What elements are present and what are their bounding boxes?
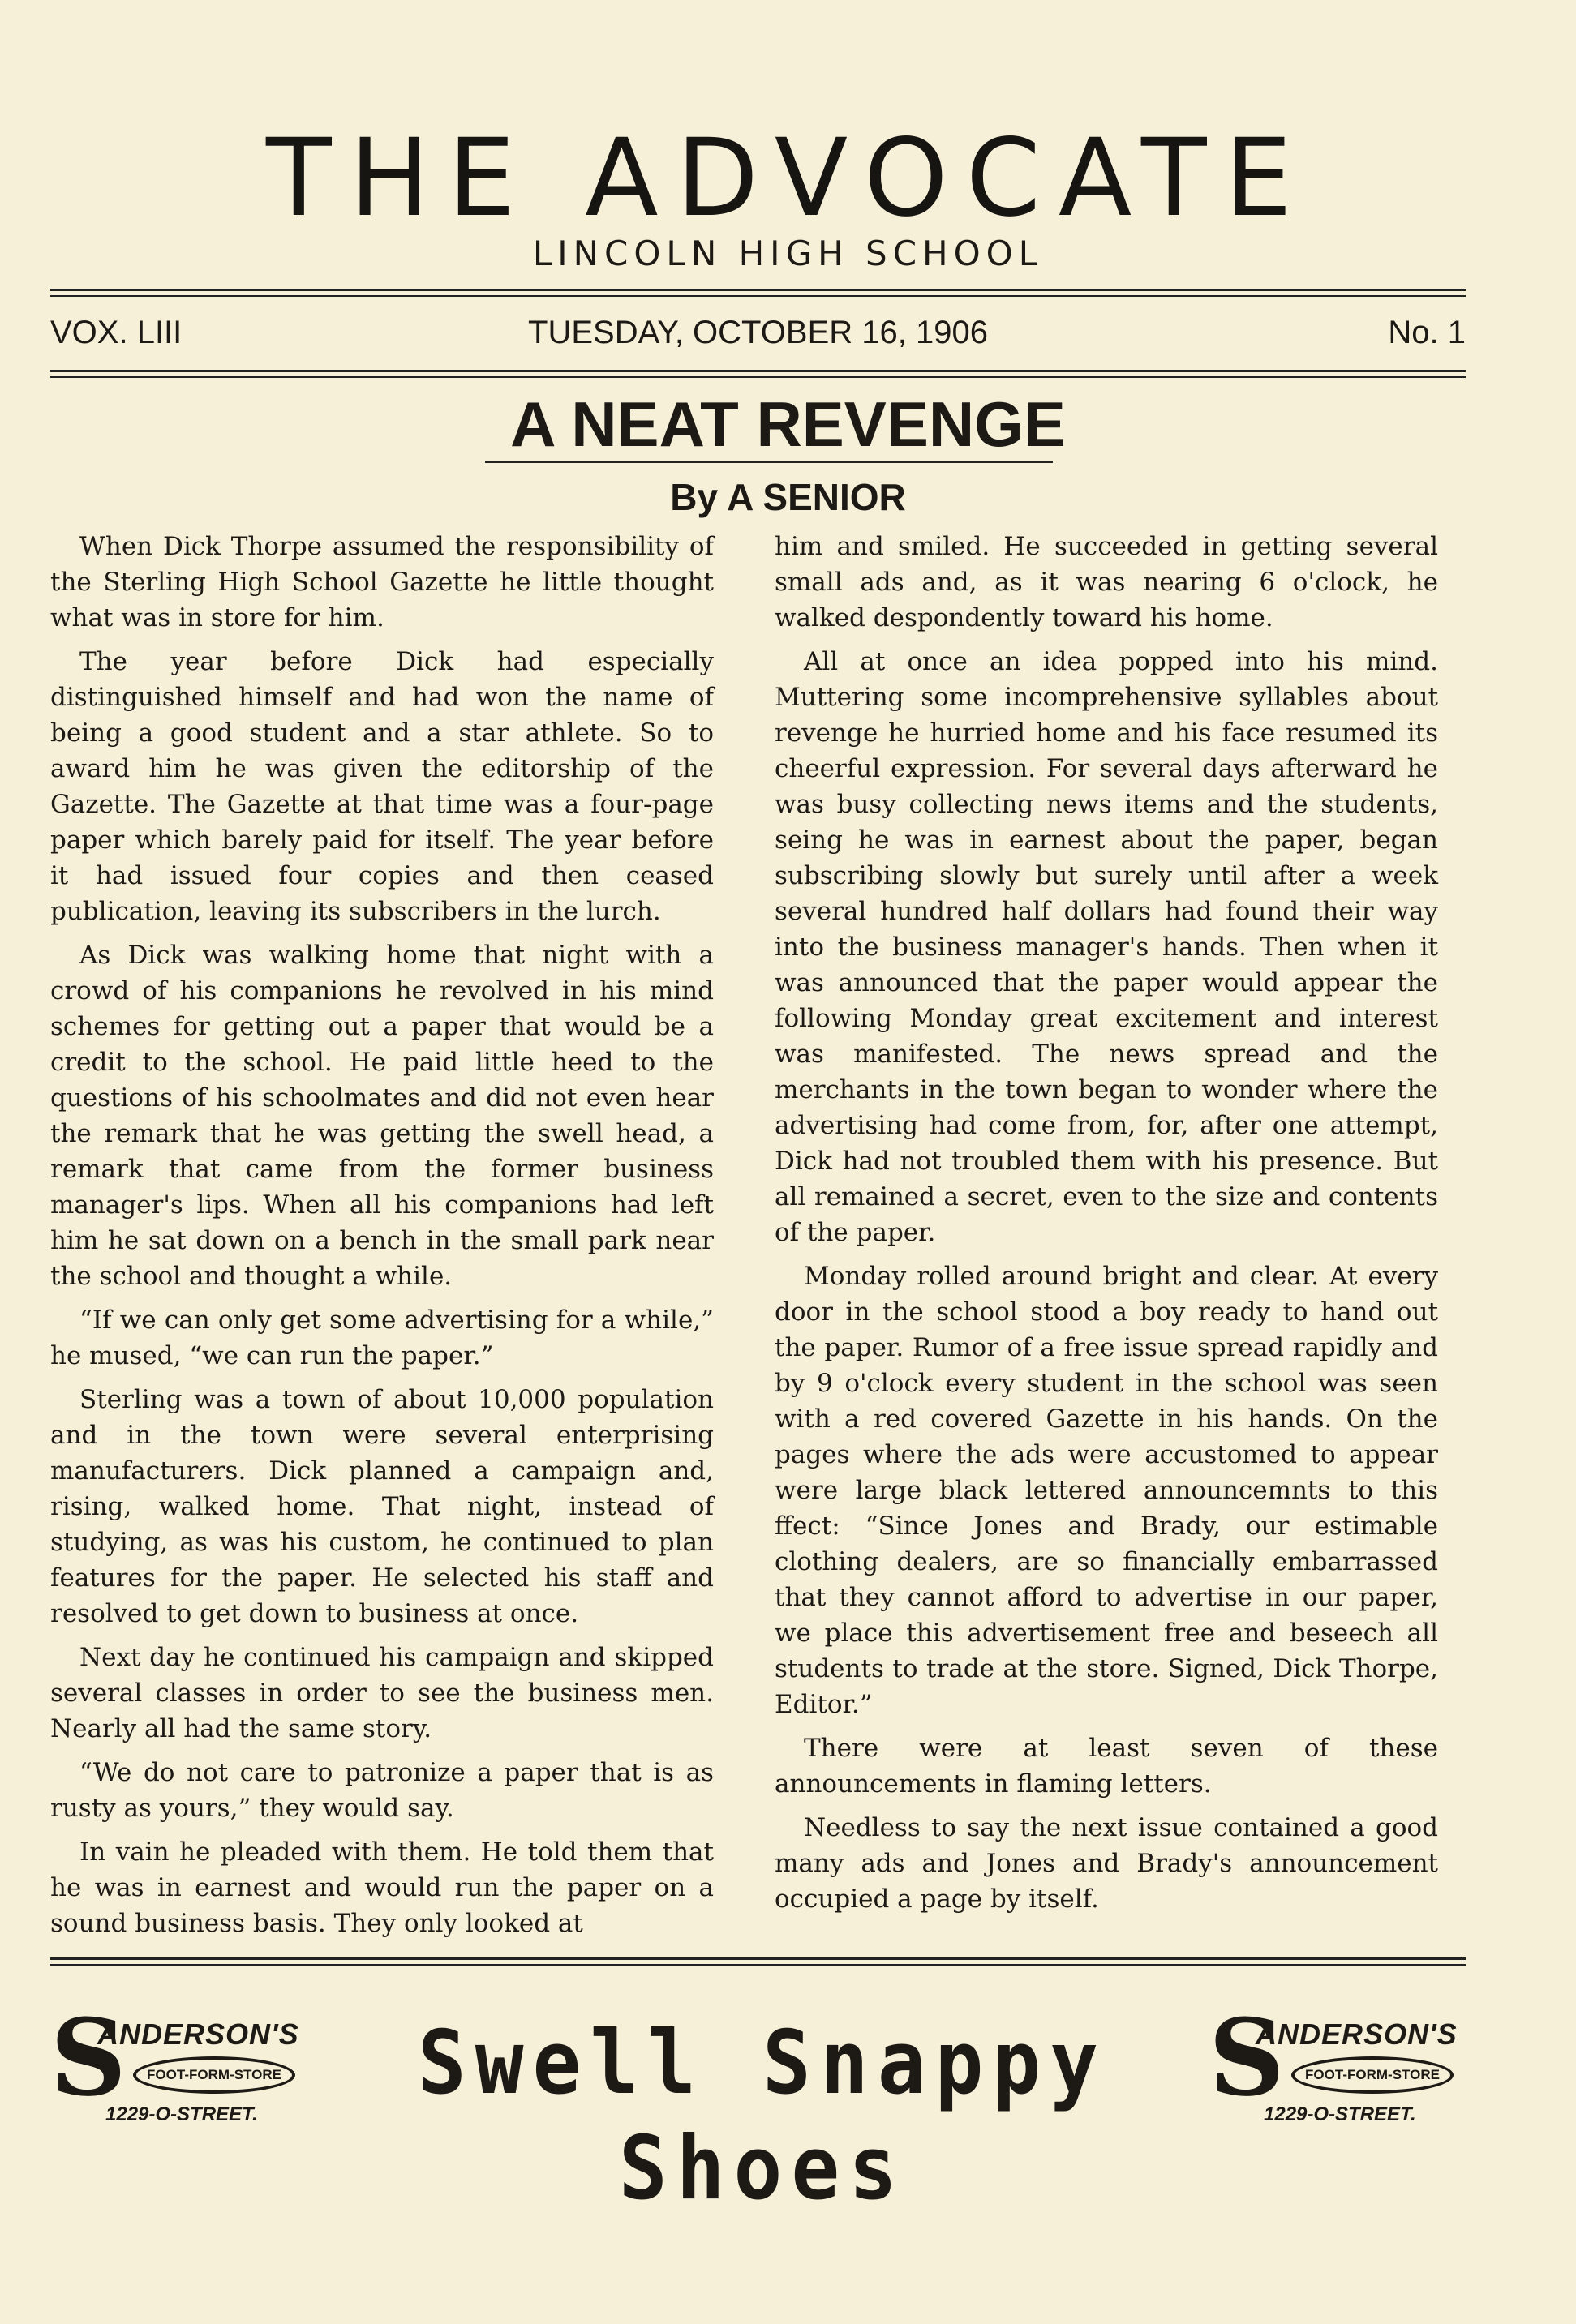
shoe-advertisement	[0, 1979, 1576, 2219]
logo-store-oval: FOOT-FORM-STORE	[133, 2056, 295, 2094]
issue-date: TUESDAY, OCTOBER 16, 1906	[528, 315, 988, 350]
sandersons-logo-left	[50, 1996, 310, 2139]
logo-initial: S	[1209, 1996, 1285, 2120]
issue-rule	[50, 370, 1466, 372]
article-paragraph: In vain he pleaded with them. He told them that he was in earnest and would run the paper on a sound business basis. They only looked at	[50, 1837, 714, 1938]
article-paragraph: “If we can only get some advertising for a while,” he mused, “we can run the paper.”	[50, 1306, 714, 1370]
logo-initial: S	[50, 1996, 127, 2120]
article-headline: A NEAT REVENGE	[510, 388, 1066, 460]
article-paragraph: Monday rolled around bright and clear. At every door in the school stood a boy ready to hand out the paper. Rumor of a free issue spread rapidly and by 9 o'clock every student in the school was seen with a red covered Gazette in his hands. On the pages where the ads were accustomed to appear were large black lettered announcemnts to this ffect: “Since Jones and Brady, our estimable clothing dealers, are so financially embarrassed that they cannot afford to advertise in our paper, we place this advertisement free and beseech all students to trade at the store. Signed, Dick Thorpe, Editor.”	[775, 1262, 1438, 1719]
article-column-left	[50, 529, 714, 1949]
top-rule-thin	[50, 295, 1466, 297]
logo-name: ANDERSON'S	[97, 2017, 299, 2051]
logo-address: 1229-O-STREET.	[105, 2103, 258, 2125]
ad-rule-thin	[50, 1964, 1466, 1966]
article-paragraph: The year before Dick had especially distinguished himself and had won the name of being a good student and a star athlete. So to award him he was given the editorship of the Gazette. The Gazette at that time was a four-page paper which barely paid for itself. The year before it had issued four copies and then ceased publication, leaving its subscribers in the lurch.	[50, 647, 714, 926]
top-rule	[50, 289, 1466, 291]
article-paragraph: There were at least seven of these announcements in flaming letters.	[775, 1734, 1438, 1799]
article-byline: By A SENIOR	[670, 476, 906, 518]
headline-underline	[485, 461, 1053, 463]
ad-rule	[50, 1957, 1466, 1960]
issue-number: No. 1	[1388, 315, 1466, 350]
issue-line	[50, 310, 1466, 355]
masthead-title: THE ADVOCATE	[266, 116, 1310, 241]
ad-slogan: Swell Snappy Shoes	[417, 2013, 1108, 2219]
article-paragraph: As Dick was walking home that night with a crowd of his companions he revolved in his mind schemes for getting out a paper that would be a credit to the school. He paid little heed to the questions of his schoolmates and did not even hear the remark that he was getting the swell head, a remark that came from the former business manager's lips. When all his companions had left him he sat down on a bench in the small park near the school and thought a while.	[50, 941, 714, 1291]
article-paragraph: When Dick Thorpe assumed the responsibility of the Sterling High School Gazette he little thought what was in store for him.	[50, 532, 714, 632]
issue-rule-thin	[50, 376, 1466, 378]
logo-name: ANDERSON'S	[1256, 2017, 1458, 2051]
article-paragraph: All at once an idea popped into his mind. Muttering some incomprehensive syllables about revenge he hurried home and his face resumed its cheerful expression. For several days afterward he was busy collecting news items and the students, seing he was in earnest about the paper, began subscribing slowly but surely until after a week several hundred half dollars had found their way into the business manager's hands. Then when it was announced that the paper would appear the following Monday great excitement and interest was manifested. The news spread and the merchants in the town began to wonder where the advertising had come from, for, after one attempt, Dick had not troubled them with his presence. But all remained a secret, even to the size and contents of the paper.	[775, 647, 1438, 1247]
logo-store-oval: FOOT-FORM-STORE	[1291, 2056, 1454, 2094]
logo-address: 1229-O-STREET.	[1264, 2103, 1416, 2125]
article-column-right	[775, 529, 1438, 1925]
article-paragraph: Needless to say the next issue contained a good many ads and Jones and Brady's announcement occupied a page by itself.	[775, 1813, 1438, 1914]
article-paragraph-continued: him and smiled. He succeeded in getting several small ads and, as it was nearing 6 o'clock, he walked despondently toward his home.	[775, 532, 1438, 632]
article-paragraph: Sterling was a town of about 10,000 population and in the town were several enterprising manufacturers. Dick planned a campaign and, rising, walked home. That night, instead of studying, as was his custom, he continued to plan features for the paper. He selected his staff and resolved to get down to business at once.	[50, 1385, 714, 1628]
volume-number: VOX. LIII	[50, 315, 183, 350]
article-paragraph: Next day he continued his campaign and skipped several classes in order to see the business men. Nearly all had the same story.	[50, 1643, 714, 1743]
article-paragraph: “We do not care to patronize a paper that is as rusty as yours,” they would say.	[50, 1758, 714, 1823]
sandersons-logo-right	[1209, 1996, 1468, 2139]
school-name: LINCOLN HIGH SCHOOL	[532, 234, 1044, 273]
